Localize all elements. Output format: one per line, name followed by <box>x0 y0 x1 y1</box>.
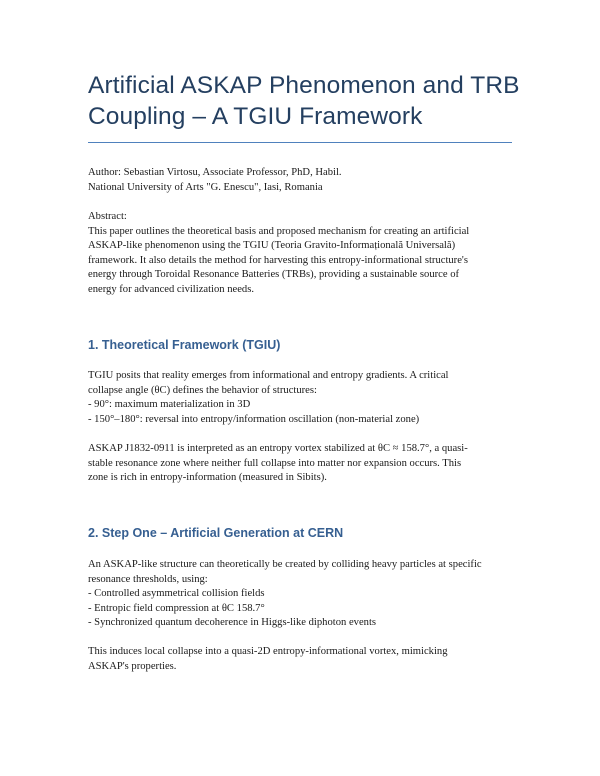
body-line: This induces local collapse into a quasi-2D entropy-informational vortex, mimicking <box>88 646 448 657</box>
body-line: zone is rich in entropy-information (measured in Sibits). <box>88 472 327 484</box>
list-item: - Controlled asymmetrical collision fields <box>88 588 265 600</box>
title-divider <box>88 142 512 143</box>
list-item: - 90°: maximum materialization in 3D <box>88 399 251 411</box>
abstract-heading: Abstract: <box>88 211 127 222</box>
affiliation-line: National University of Arts "G. Enescu", Iasi, Romania <box>88 181 323 193</box>
abstract-line: energy through Toroidal Resonance Batteries (TRBs), providing a sustainable source of <box>88 269 460 281</box>
abstract-line: This paper outlines the theoretical basis and proposed mechanism for creating an artificial <box>88 225 470 237</box>
body-line: ASKAP J1832-0911 is interpreted as an entropy vortex stabilized at θC ≈ 158.7°, a quasi- <box>88 443 468 454</box>
body-line: resonance thresholds, using: <box>88 573 208 585</box>
title-line-1: Artificial ASKAP Phenomenon and TRB <box>88 72 520 99</box>
abstract-block <box>88 210 518 298</box>
section-1-paragraph-2 <box>88 442 518 486</box>
paper-title <box>88 70 528 132</box>
body-line: stable resonance zone where neither full collapse into matter nor expansion occurs. This <box>88 457 462 469</box>
section-1-heading: 1. Theoretical Framework (TGIU) <box>88 338 281 352</box>
section-1-paragraph-1 <box>88 369 518 427</box>
title-line-2: Coupling – A TGIU Framework <box>88 103 423 130</box>
section-2-paragraph-1 <box>88 558 518 631</box>
list-item: - Entropic field compression at θC 158.7° <box>88 602 265 614</box>
abstract-line: ASKAP-like phenomenon using the TGIU (Teoria Gravito-Informațională Universală) <box>88 240 456 252</box>
section-2-paragraph-2 <box>88 645 518 674</box>
body-line: An ASKAP-like structure can theoretically be created by colliding heavy particles at specific <box>88 559 482 570</box>
author-line: Author: Sebastian Virtosu, Associate Professor, PhD, Habil. <box>88 167 342 178</box>
body-line: collapse angle (θC) defines the behavior of structures: <box>88 384 317 396</box>
body-line: ASKAP's properties. <box>88 660 177 672</box>
abstract-line: framework. It also details the method for harvesting this entropy-informational structure's <box>88 254 468 266</box>
author-block <box>88 166 518 195</box>
body-line: TGIU posits that reality emerges from informational and entropy gradients. A critical <box>88 370 449 381</box>
list-item: - Synchronized quantum decoherence in Higgs-like diphoton events <box>88 617 377 629</box>
list-item: - 150°–180°: reversal into entropy/information oscillation (non-material zone) <box>88 413 420 425</box>
section-2-heading: 2. Step One – Artificial Generation at CERN <box>88 526 344 540</box>
abstract-line: energy for advanced civilization needs. <box>88 283 254 295</box>
